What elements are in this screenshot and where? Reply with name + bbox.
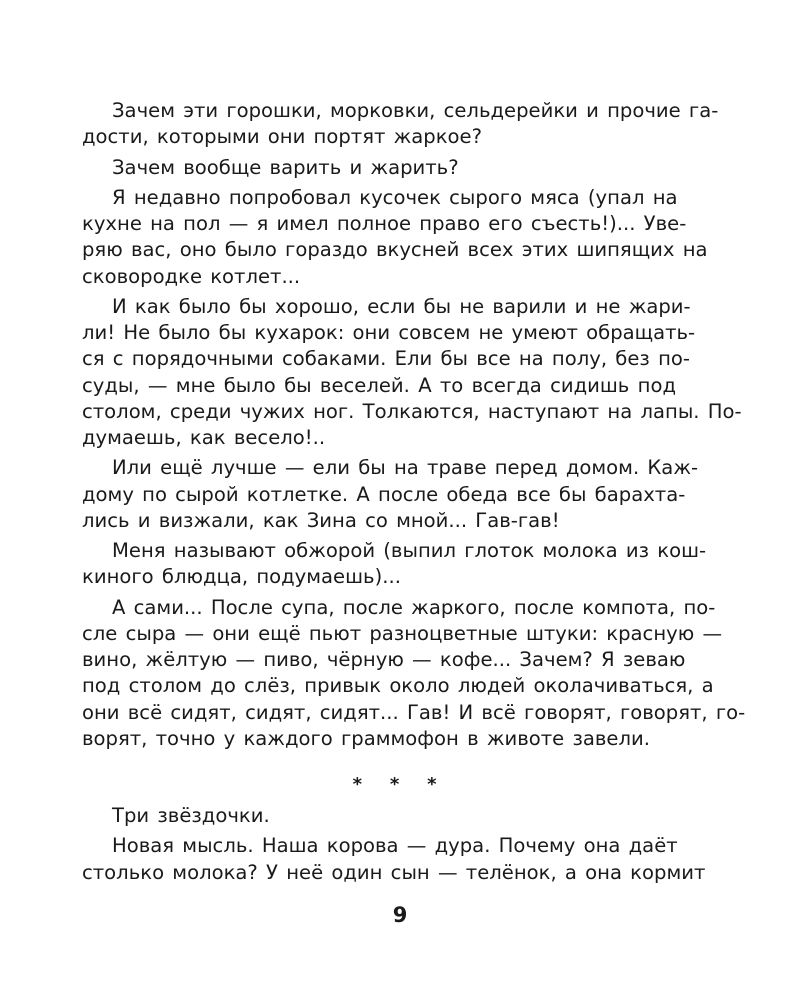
section-separator: * * * [352, 774, 448, 795]
text-line: ся с порядочными собаками. Ели бы все на полу, без по- [82, 347, 690, 371]
paragraph [82, 455, 699, 534]
text-line: Три звёздочки. [112, 804, 270, 827]
text-line: И как было бы хорошо, если бы не варили и не жари- [112, 294, 691, 318]
main-text-block [82, 98, 746, 752]
text-line: А сами... После супа, после жаркого, после компота, по- [112, 595, 716, 619]
text-line: киного блюдца, подумаешь)... [82, 565, 401, 589]
text-line: думаешь, как весело!.. [82, 426, 326, 449]
text-line: столом, среди чужих ног. Толкаются, наступают на лапы. По- [82, 399, 742, 423]
text-line: Зачем эти горошки, морковки, сельдерейки и прочие га- [112, 99, 719, 122]
paragraph [82, 595, 746, 752]
paragraph [82, 98, 719, 150]
text-line: Новая мысль. Наша корова — дура. Почему она даёт [112, 834, 678, 858]
text-line: ворят, точно у каждого граммофон в животе завели. [82, 726, 650, 750]
paragraph [82, 538, 707, 590]
paragraph [82, 294, 742, 451]
text-line: ряю вас, оно было гораздо вкусней всех этих шипящих на [82, 238, 708, 262]
text-line: Зачем вообще варить и жарить? [112, 155, 459, 179]
text-line: Или ещё лучше — ели бы на траве перед домом. Каж- [112, 456, 699, 480]
text-line: Я недавно попробовал кусочек сырого мяса (упал на [112, 185, 678, 209]
text-line: вино, жёлтую — пиво, чёрную — кофе... Зачем? Я зеваю [82, 648, 686, 672]
second-section-text [82, 803, 706, 886]
text-line: кухне на пол — я имел полное право его съесть!)... Уве- [82, 212, 687, 236]
text-line: Меня называют обжорой (выпил глоток молока из кош- [112, 539, 707, 563]
text-line: дому по сырой котлетке. А после обеда все бы барахта- [82, 482, 686, 506]
paragraph [82, 185, 708, 290]
text-line: дости, которыми они портят жаркое? [82, 125, 482, 149]
text-line: сле сыра — они ещё пьют разноцветные штуки: красную — [82, 621, 723, 645]
paragraph [82, 155, 676, 181]
text-line: столько молока? У неё один сын — телёнок, а она кормит [82, 860, 706, 884]
text-line: лись и визжали, как Зина со мной... Гав-гав! [82, 508, 560, 532]
paragraph [82, 833, 706, 885]
page-number: 9 [392, 903, 408, 927]
paragraph [82, 803, 676, 829]
text-line: ли! Не было бы кухарок: они совсем не умеют обращать- [82, 321, 696, 345]
text-line: сковородке котлет... [82, 264, 301, 288]
text-line: под столом до слёз, привык около людей околачиваться, а [82, 674, 714, 698]
text-line: они всё сидят, сидят, сидят... Гав! И всё говорят, говорят, го- [82, 700, 746, 724]
text-line: суды, — мне было бы веселей. А то всегда сидишь под [82, 373, 676, 397]
